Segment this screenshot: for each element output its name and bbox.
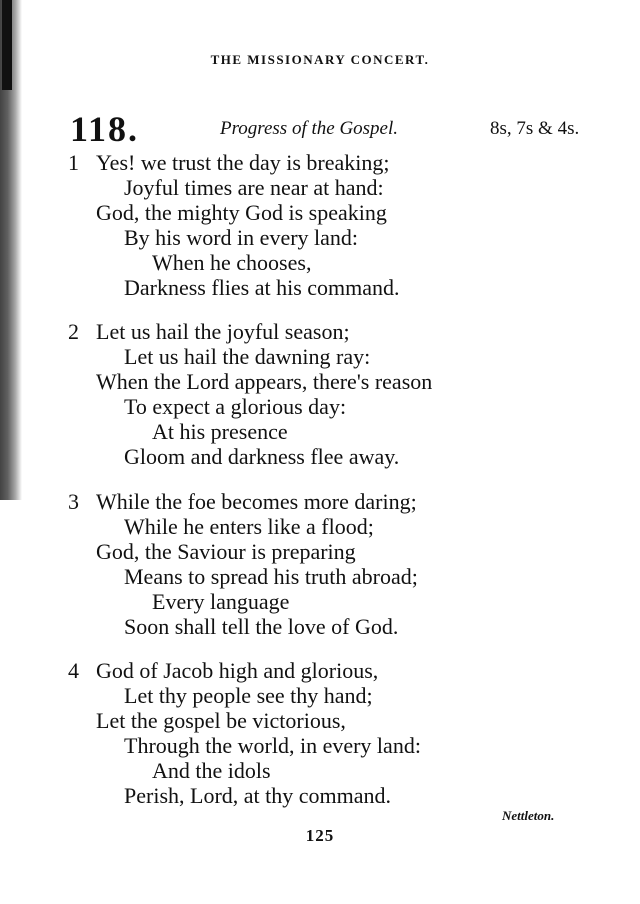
hymn-line: Darkness flies at his command.	[124, 275, 400, 300]
hymn-line: When he chooses,	[152, 250, 312, 275]
book-binding-edge	[2, 0, 12, 90]
hymn-line: God, the mighty God is speaking	[96, 200, 387, 225]
stanza-number: 3	[68, 489, 79, 514]
hymn-line: When the Lord appears, there's reason	[96, 369, 433, 394]
hymn-meter: 8s, 7s & 4s.	[490, 118, 580, 139]
hymn-line: Let us hail the dawning ray:	[124, 344, 371, 369]
hymn-line: God of Jacob high and glorious,	[96, 658, 379, 683]
hymn-line: Yes! we trust the day is breaking;	[96, 150, 390, 175]
hymn-line: And the idols	[152, 758, 271, 783]
hymn-line: Every language	[152, 589, 290, 614]
hymn-line: Through the world, in every land:	[124, 733, 421, 758]
hymn-line: At his presence	[152, 419, 288, 444]
hymn-line: Joyful times are near at hand:	[124, 175, 384, 200]
hymn-line: Gloom and darkness flee away.	[124, 444, 400, 469]
hymn-line: While he enters like a flood;	[124, 514, 374, 539]
hymn-line: To expect a glorious day:	[124, 394, 347, 419]
running-head: THE MISSIONARY CONCERT.	[210, 52, 430, 67]
hymn-line: Soon shall tell the love of God.	[124, 614, 399, 639]
hymn-number: 118.	[70, 109, 140, 149]
composer-attribution: Nettleton.	[502, 808, 555, 823]
hymn-header	[70, 108, 630, 149]
hymn-line: Let the gospel be victorious,	[96, 708, 346, 733]
hymn-line: By his word in every land:	[124, 225, 359, 250]
stanza-number: 1	[68, 150, 79, 175]
hymn-line: While the foe becomes more daring;	[96, 489, 417, 514]
page-number: 125	[305, 826, 335, 845]
stanza-number: 2	[68, 319, 79, 344]
hymn-line: Perish, Lord, at thy command.	[124, 783, 392, 808]
hymn-line: Let thy people see thy hand;	[124, 683, 373, 708]
hymn-line: God, the Saviour is preparing	[96, 539, 356, 564]
stanza-number: 4	[68, 658, 79, 683]
hymn-line: Means to spread his truth abroad;	[124, 564, 418, 589]
hymn-title: Progress of the Gospel.	[220, 118, 399, 139]
hymn-line: Let us hail the joyful season;	[96, 319, 350, 344]
